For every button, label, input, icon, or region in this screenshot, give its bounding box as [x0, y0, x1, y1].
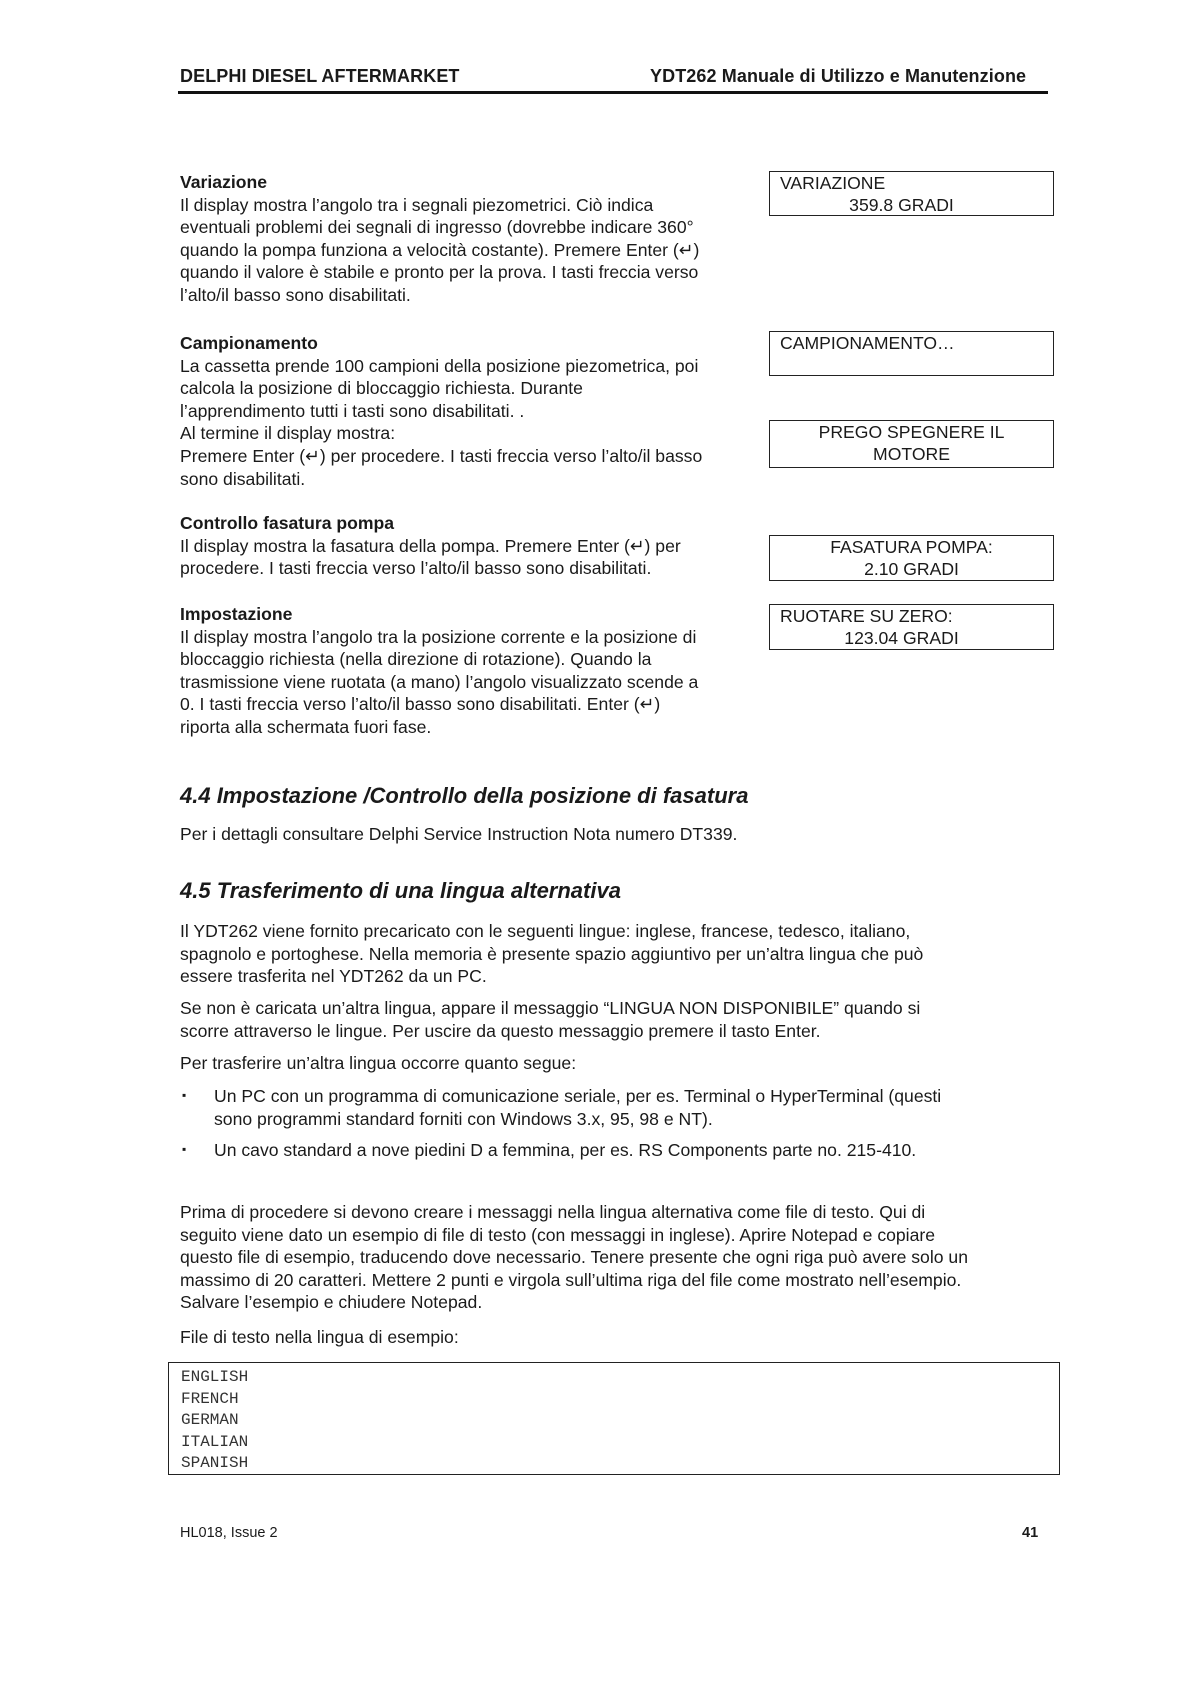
paragraph: Per trasferire un’altra lingua occorre quanto segue: — [180, 1053, 577, 1073]
footer-issue: HL018, Issue 2 — [180, 1525, 278, 1541]
paragraph — [180, 920, 1060, 988]
text-line: massimo di 20 caratteri. Mettere 2 punti e virgola sull’ultima riga del file come mostrato nell’esempio. — [180, 1269, 962, 1290]
heading-4-5: 4.5 Trasferimento di una lingua alternativa — [180, 878, 621, 903]
section-title: Campionamento — [180, 333, 318, 353]
code-line: GERMAN — [181, 1411, 239, 1429]
display-ruotare — [769, 604, 1054, 650]
text-line: scorre attraverso le lingue. Per uscire da questo messaggio premere il tasto Enter. — [180, 1020, 821, 1041]
header-rule — [178, 91, 1048, 94]
display-line: 359.8 GRADI — [849, 195, 954, 215]
text-line: sono disabilitati. — [180, 468, 306, 489]
text-line: trasmissione viene ruotata (a mano) l’angolo visualizzato scende a — [180, 671, 699, 692]
text-line: l’alto/il basso sono disabilitati. — [180, 284, 411, 305]
section-impostazione — [180, 603, 750, 739]
text-line: Al termine il display mostra: — [180, 423, 396, 444]
text-line: sono programmi standard forniti con Windows 3.x, 95, 98 e NT). — [214, 1108, 713, 1129]
section-controllo — [180, 512, 750, 580]
text-line: riporta alla schermata fuori fase. — [180, 716, 432, 737]
display-spegnere — [769, 420, 1054, 468]
text-line: Un PC con un programma di comunicazione seriale, per es. Terminal o HyperTerminal (questi — [214, 1086, 942, 1106]
display-line: RUOTARE SU ZERO: — [780, 606, 953, 626]
display-line: PREGO SPEGNERE IL — [818, 422, 1005, 442]
display-variazione — [769, 171, 1054, 216]
display-line: 2.10 GRADI — [864, 559, 959, 579]
text-line: Il display mostra la fasatura della pompa. Premere Enter (↵) per — [180, 535, 681, 556]
text-line: essere trasferita nel YDT262 da un PC. — [180, 966, 487, 987]
text-line: Il YDT262 viene fornito precaricato con le seguenti lingue: inglese, francese, tedesco, italiano, — [180, 921, 911, 941]
text-line: Prima di procedere si devono creare i messaggi nella lingua alternativa come file di testo. Qui di — [180, 1202, 926, 1222]
display-campionamento — [769, 331, 1054, 376]
section-title: Variazione — [180, 172, 268, 192]
heading-4-4: 4.4 Impostazione /Controllo della posizione di fasatura — [180, 783, 749, 808]
paragraph — [180, 997, 1060, 1042]
text-line: spagnolo e portoghese. Nella memoria è presente spazio aggiuntivo per un’altra lingua che può — [180, 943, 924, 964]
header-left: DELPHI DIESEL AFTERMARKET — [180, 66, 460, 86]
bullet-icon: ▪ — [182, 1142, 187, 1156]
section-campionamento — [180, 332, 750, 490]
text-line: La cassetta prende 100 campioni della posizione piezometrica, poi — [180, 355, 699, 376]
display-line: VARIAZIONE — [780, 173, 886, 193]
code-line: FRENCH — [181, 1389, 239, 1408]
code-line: ITALIAN — [181, 1432, 249, 1451]
text-line: Premere Enter (↵) per procedere. I tasti freccia verso l’alto/il basso — [180, 445, 703, 466]
text-line: bloccaggio richiesta (nella direzione di rotazione). Quando la — [180, 649, 652, 670]
text-line: seguito viene dato un esempio di file di testo (con messaggi in inglese). Aprire Notepad e copiare — [180, 1224, 936, 1245]
text-line: l’apprendimento tutti i tasti sono disabilitati. . — [180, 400, 525, 421]
header-right: YDT262 Manuale di Utilizzo e Manutenzione — [650, 66, 1027, 86]
example-file-box — [168, 1362, 1060, 1475]
code-line: SPANISH — [181, 1454, 249, 1472]
text-line: Se non è caricata un’altra lingua, appare il messaggio “LINGUA NON DISPONIBILE” quando si — [180, 998, 921, 1018]
text-line: calcola la posizione di bloccaggio richiesta. Durante — [180, 378, 583, 399]
section-title: Controllo fasatura pompa — [180, 513, 395, 533]
display-line: CAMPIONAMENTO… — [780, 333, 955, 353]
bullet-icon: ▪ — [182, 1088, 187, 1102]
list-item — [214, 1139, 1064, 1162]
section-variazione — [180, 171, 750, 307]
code-line: ENGLISH — [181, 1368, 249, 1386]
text-line: 0. I tasti freccia verso l’alto/il basso sono disabilitati. Enter (↵) — [180, 694, 661, 715]
display-fasatura — [769, 535, 1054, 581]
text-line: Un cavo standard a nove piedini D a femmina, per es. RS Components parte no. 215-410. — [214, 1140, 917, 1160]
page-number: 41 — [1022, 1525, 1039, 1541]
paragraph: File di testo nella lingua di esempio: — [180, 1327, 459, 1347]
display-line: FASATURA POMPA: — [830, 537, 993, 557]
text-line: Il display mostra l’angolo tra i segnali piezometrici. Ciò indica — [180, 194, 654, 215]
text-line: procedere. I tasti freccia verso l’alto/il basso sono disabilitati. — [180, 558, 652, 579]
paragraph: Per i dettagli consultare Delphi Service Instruction Nota numero DT339. — [180, 824, 738, 844]
text-line: quando la pompa funziona a velocità costante). Premere Enter (↵) — [180, 239, 700, 260]
text-line: eventuali problemi dei segnali di ingresso (dovrebbe indicare 360° — [180, 217, 694, 238]
section-title: Impostazione — [180, 604, 293, 624]
text-line: Il display mostra l’angolo tra la posizione corrente e la posizione di — [180, 626, 697, 647]
paragraph — [180, 1201, 1060, 1314]
text-line: Salvare l’esempio e chiudere Notepad. — [180, 1292, 483, 1313]
list-item — [214, 1085, 1064, 1130]
text-line: quando il valore è stabile e pronto per la prova. I tasti freccia verso — [180, 262, 699, 283]
text-line: questo file di esempio, traducendo dove necessario. Tenere presente che ogni riga può avere solo un — [180, 1247, 968, 1268]
display-line: 123.04 GRADI — [844, 628, 959, 648]
display-line: MOTORE — [873, 444, 950, 464]
